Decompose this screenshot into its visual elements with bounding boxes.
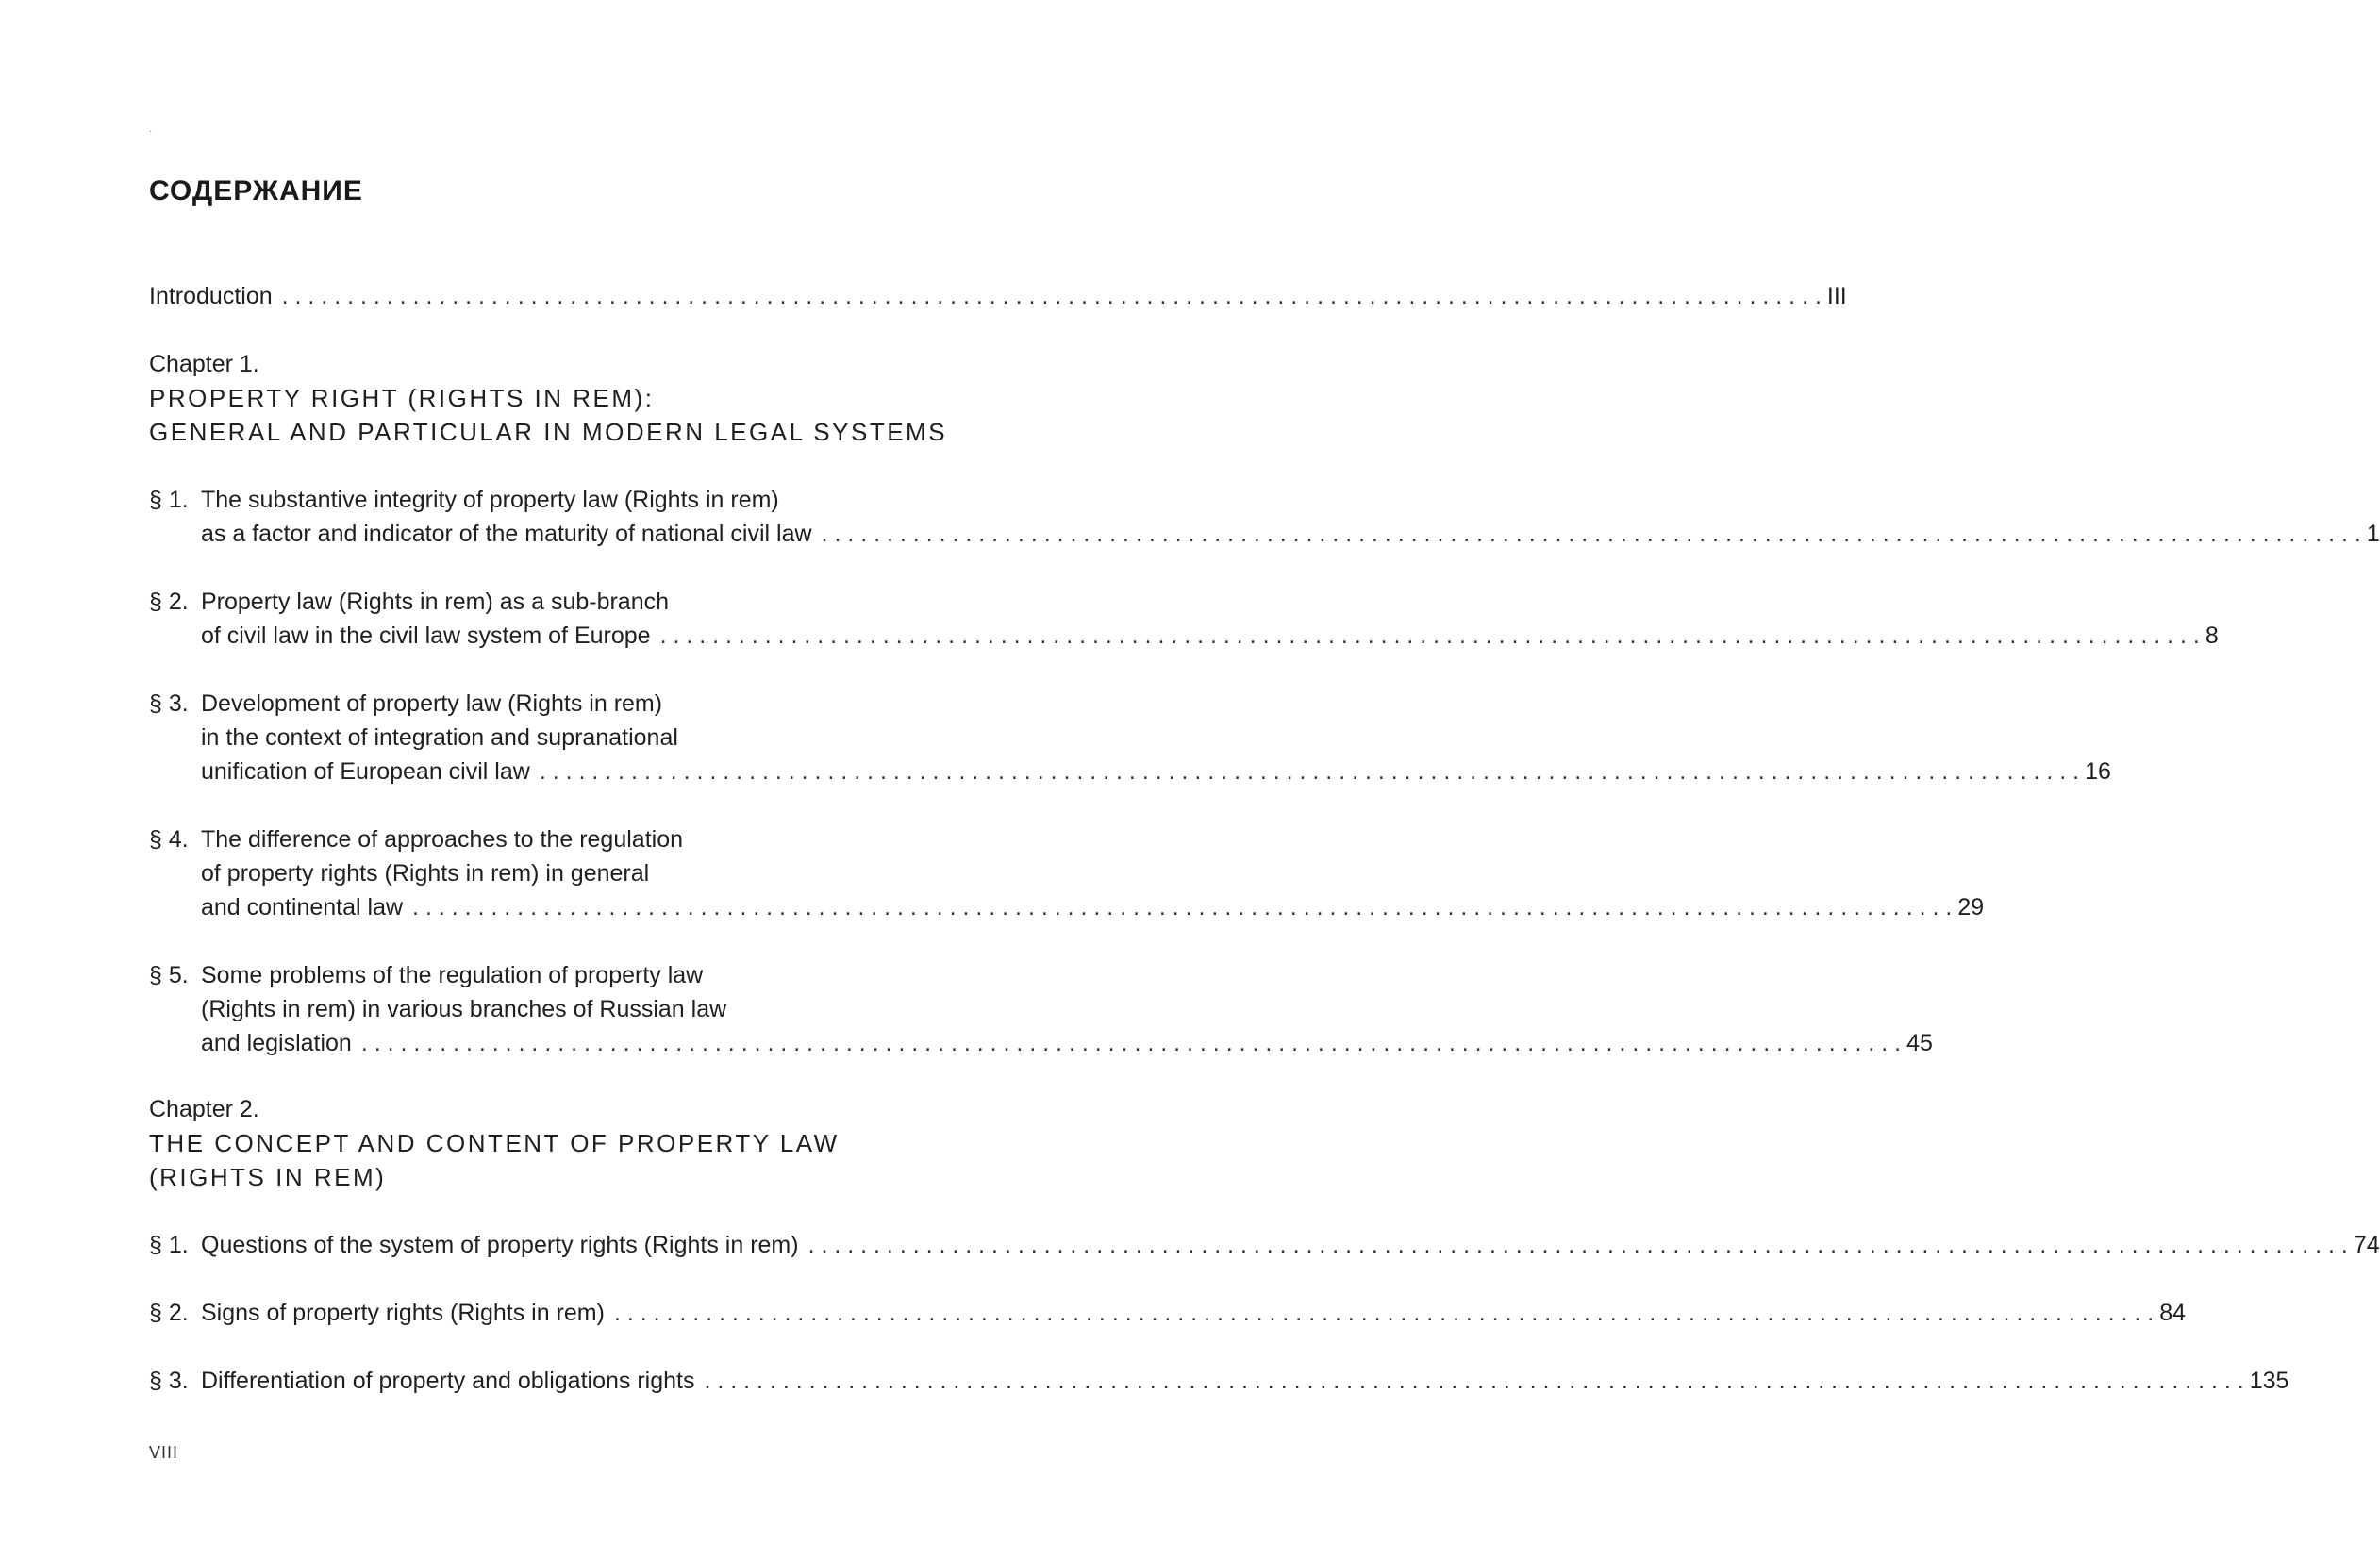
toc-page-number: 135 (2249, 1368, 2289, 1394)
section-number: § 5. (149, 962, 189, 988)
section-title-line: of property rights (Rights in rem) in general (201, 860, 650, 887)
section-title-line: Differentiation of property and obligations rights (201, 1368, 695, 1394)
chapter-title-line: THE CONCEPT AND CONTENT OF PROPERTY LAW (149, 1129, 840, 1157)
chapter-1-heading (149, 347, 990, 449)
chapter-title-line: GENERAL AND PARTICULAR IN MODERN LEGAL SYSTEMS (149, 418, 948, 446)
toc-entry-label: Introduction (149, 283, 273, 309)
dot-leader (660, 619, 2200, 653)
section-title-line: and continental law (201, 894, 404, 921)
toc-entry-ch1-sec5[interactable] (149, 958, 1933, 1060)
section-title-line: unification of European civil law (201, 758, 530, 785)
toc-page-number: 74 (2353, 1232, 2380, 1258)
section-number: § 1. (149, 1232, 189, 1258)
stray-mark: · (149, 126, 153, 137)
dot-leader (704, 1364, 2243, 1398)
dot-leader (282, 279, 1822, 313)
chapter-label: Chapter 1. (149, 351, 259, 377)
toc-entry-ch1-sec3[interactable] (149, 687, 2111, 788)
section-title-line: and legislation (201, 1030, 352, 1056)
toc-entry-ch1-sec1[interactable] (149, 483, 2380, 551)
section-number: § 2. (149, 589, 189, 615)
section-number: § 2. (149, 1300, 189, 1326)
chapter-label: Chapter 2. (149, 1096, 259, 1122)
toc-page-number: 45 (1906, 1030, 1933, 1056)
toc-page-number: 84 (2159, 1300, 2187, 1326)
toc-page-number: 1 (2366, 521, 2380, 547)
section-title-line: as a factor and indicator of the maturity of national civil law (201, 521, 812, 547)
section-number: § 3. (149, 690, 189, 717)
section-number: § 3. (149, 1368, 189, 1394)
dot-leader (540, 755, 2079, 788)
section-title-line: Questions of the system of property rights (Rights in rem) (201, 1232, 799, 1258)
dot-leader (808, 1228, 2348, 1262)
dot-leader (361, 1026, 1901, 1060)
toc-entry-ch2-sec2[interactable] (149, 1296, 2187, 1330)
toc-entry-ch2-sec3[interactable] (149, 1364, 2289, 1398)
toc-page-number: 8 (2205, 622, 2219, 649)
table-of-contents (149, 279, 2380, 1398)
chapter-2-heading (149, 1092, 990, 1194)
toc-entry-ch1-sec2[interactable] (149, 585, 2219, 653)
section-title-line: Signs of property rights (Rights in rem) (201, 1300, 605, 1326)
footer-page-number: VIII (149, 1443, 179, 1462)
dot-leader (412, 890, 1952, 924)
section-number: § 1. (149, 487, 189, 513)
section-title-line: The substantive integrity of property law (Rights in rem) (201, 487, 779, 513)
page-title: СОДЕРЖАНИЕ (149, 175, 363, 207)
toc-page-number: 29 (1957, 894, 1985, 921)
section-title-line: Some problems of the regulation of property law (201, 962, 704, 988)
section-number: § 4. (149, 826, 189, 853)
section-title-line: The difference of approaches to the regulation (201, 826, 683, 853)
section-title-line: of civil law in the civil law system of Europe (201, 622, 651, 649)
chapter-title-line: PROPERTY RIGHT (RIGHTS IN REM): (149, 384, 655, 412)
section-title-line: (Rights in rem) in various branches of Russian law (201, 996, 727, 1022)
dot-leader (822, 517, 2361, 551)
section-title-line: Development of property law (Rights in rem) (201, 690, 663, 717)
section-title-line: Property law (Rights in rem) as a sub-branch (201, 589, 670, 615)
toc-page-number: 16 (2085, 758, 2111, 785)
toc-page-number: III (1826, 283, 1847, 309)
toc-entry-ch1-sec4[interactable] (149, 822, 1985, 924)
section-title-line: in the context of integration and supranational (201, 724, 678, 751)
dot-leader (614, 1296, 2154, 1330)
toc-entry-ch2-sec1[interactable] (149, 1228, 2380, 1262)
chapter-title-line: (RIGHTS IN REM) (149, 1163, 387, 1191)
toc-entry-introduction[interactable] (149, 279, 1847, 313)
